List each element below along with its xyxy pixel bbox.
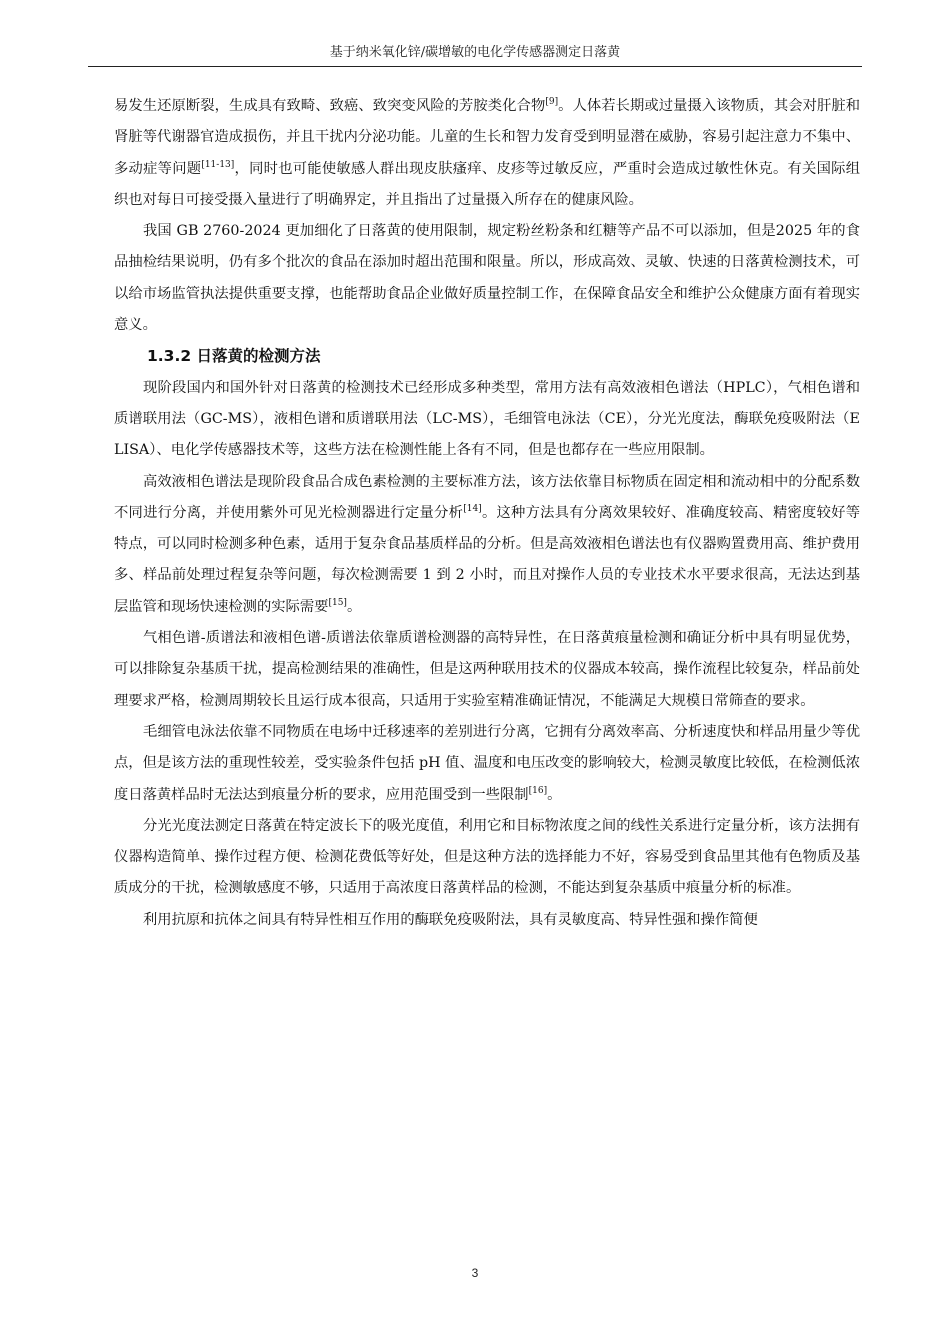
paragraph-spectrophotometry: 分光光度法测定日落黄在特定波长下的吸光度值，利用它和目标物浓度之间的线性关系进行定量分析，该方法拥有仪器构造简单、操作过程方便、检测花费低等好处，但是这种方法的选择能力不好，容易受到食品里其他有色物质及基质成分的干扰，检测敏感度不够，只适用于高浓度日落黄样品的检测，不能达到复杂基质中痕量分析的标准。: [114, 817, 860, 897]
citation: [11-13]: [201, 159, 235, 170]
citation: [14]: [463, 503, 482, 514]
document-title: 基于纳米氧化锌/碳增敏的电化学传感器测定日落黄: [329, 45, 621, 60]
citation: [15]: [328, 597, 347, 608]
page-number: 3: [471, 1266, 479, 1280]
paragraph-hplc: 高效液相色谱法是现阶段食品合成色素检测的主要标准方法，该方法依靠目标物质在固定相和流动相中的分配系数不同进行分离，并使用紫外可见光检测器进行定量分析[14]。这种方法具有分离效果较好、准确度较高、精密度较好等特点，可以同时检测多种色素，适用于复杂食品基质样品的分析。但是高效液相色谱法也有仪器购置费用高、维护费用多、样品前处理过程复杂等问题，每次检测需要 1 到 2 小时，而且对操作人员的专业技术水平要求很高，无法达到基层监管和现场快速检测的实际需要[15]。: [114, 473, 861, 615]
paragraph-health-risk: 易发生还原断裂，生成具有致畸、致癌、致突变风险的芳胺类化合物[9]。人体若长期或过量摄入该物质，其会对肝脏和肾脏等代谢器官造成损伤，并且干扰内分泌功能。儿童的生长和智力发育受到明显潜在威胁，容易引起注意力不集中、多动症等问题[11-13]，同时也可能使敏感人群出现皮肤瘙痒、皮疹等过敏反应，严重时会造成过敏性休克。有关国际组织也对每日可接受摄入量进行了明确界定，并且指出了过量摄入所存在的健康风险。: [114, 97, 861, 208]
paragraph-methods-overview: 现阶段国内和国外针对日落黄的检测技术已经形成多种类型，常用方法有高效液相色谱法（HPLC），气相色谱和质谱联用法（GC-MS），液相色谱和质谱联用法（LC-MS），毛细管电泳法（CE），分光光度法，酶联免疫吸附法（ELISA）、电化学传感器技术等，这些方法在检测性能上各有不同，但是也都存在一些应用限制。: [114, 379, 860, 459]
page-body: [114, 91, 860, 936]
paragraph-elisa: 利用抗原和抗体之间具有特异性相互作用的酶联免疫吸附法，具有灵敏度高、特异性强和操作简便: [143, 911, 758, 928]
paragraph-regulation: 我国 GB 2760-2024 更加细化了日落黄的使用限制，规定粉丝粉条和红糖等产品不可以添加，但是2025 年的食品抽检结果说明，仍有多个批次的食品在添加时超出范围和限量。所以，形成高效、灵敏、快速的日落黄检测技术，可以给市场监管执法提供重要支撑，也能帮助食品企业做好质量控制工作，在保障食品安全和维护公众健康方面有着现实意义。: [114, 223, 860, 334]
running-header: [88, 44, 862, 62]
citation: [9]: [545, 97, 559, 107]
header-divider: [88, 66, 862, 67]
section-heading: 1.3.2 日落黄的检测方法: [147, 347, 321, 366]
paragraph-ce: 毛细管电泳法依靠不同物质在电场中迁移速率的差别进行分离，它拥有分离效率高、分析速度快和样品用量少等优点，但是该方法的重现性较差，受实验条件包括 pH 值、温度和电压改变的影响较大，检测灵敏度比较低，在检测低浓度日落黄样品时无法达到痕量分析的要求，应用范围受到一些限制[16]。: [114, 723, 860, 803]
citation: [16]: [528, 785, 548, 796]
paragraph-gcms-lcms: 气相色谱-质谱法和液相色谱-质谱法依靠质谱检测器的高特异性，在日落黄痕量检测和确证分析中具有明显优势，可以排除复杂基质干扰，提高检测结果的准确性，但是这两种联用技术的仪器成本较高，操作流程比较复杂，样品前处理要求严格，检测周期较长且运行成本很高，只适用于实验室精准确证情况，不能满足大规模日常筛查的要求。: [114, 630, 860, 709]
